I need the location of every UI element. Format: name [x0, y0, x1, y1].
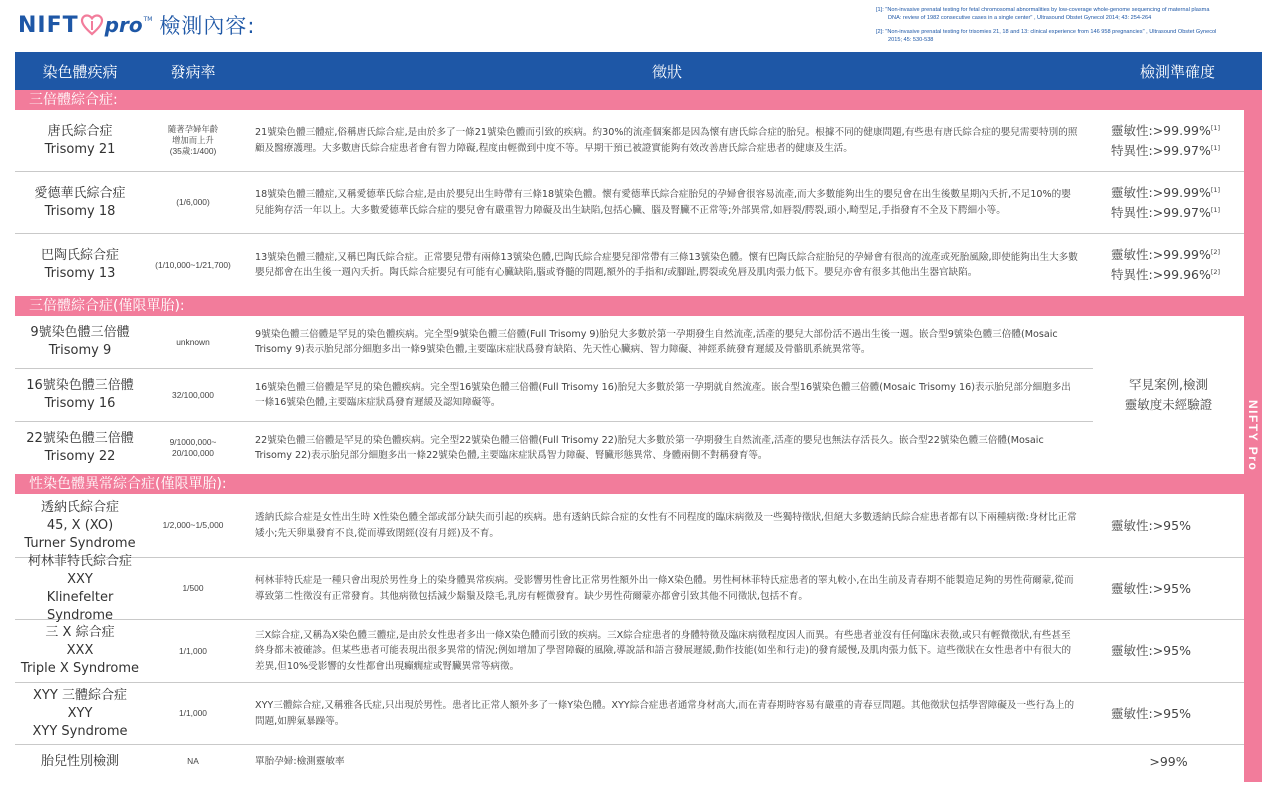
incidence-line: 32/100,000 — [172, 389, 214, 400]
incidence-line: (35歲:1/400) — [169, 146, 217, 156]
logo-trademark: TM — [143, 16, 153, 23]
incidence-line: unknown — [176, 336, 210, 347]
disease-name-zh: 16號染色體三倍體 — [26, 378, 134, 393]
test-content-table — [15, 52, 1262, 778]
section-title: 性染色體異常綜合症(僅限單胎): — [15, 474, 1244, 494]
incidence-line: (1/6,000) — [176, 197, 210, 207]
disease-karyotype: 45, X (XO) — [46, 517, 114, 533]
incidence-line: (1/10,000~1/21,700) — [155, 259, 231, 270]
column-header-incidence: 發病率 — [170, 62, 216, 81]
symptom-description: 22號染色體三倍體是罕見的染色體疾病。完全型22號染色體三倍體(Full Trisomy 22)胎兒大多數於第一孕期發生自然流產,活產的嬰兒也無法存活長久。嵌合型22號染色體三倍體(Mosaic Trisomy 22)表示胎兒部分細胞多出一條22號染色體,主要臨床症狀爲智力障礙、腎臟形態異常、身體兩側不對稱發育等。 — [255, 434, 1044, 461]
incidence-rate — [145, 124, 241, 157]
symptom-description: 9號染色體三倍體是罕見的染色體疾病。完全型9號染色體三倍體(Full Trisomy 9)胎兒大多數於第一孕期發生自然流產,活產的嬰兒大部份活不過出生後一週。嵌合型9號染色體三倍體(Mosaic Trisomy 9)表示胎兒部分細胞多出一條9號染色體,主要臨床症狀爲發育缺陷、先天性心臟病、智力障礙、神經系統發育遲緩及骨骼肌系統異常等。 — [255, 328, 1058, 355]
sensitivity-value: 靈敏性:>99.99%[1] — [1111, 122, 1221, 138]
accuracy-values — [1093, 704, 1191, 724]
incidence-line: 20/100,000 — [172, 448, 214, 458]
specificity-value: 特異性:>99.97%[1] — [1111, 142, 1221, 158]
nifty-pro-side-bar — [1244, 90, 1262, 782]
disease-name-en: Trisomy 16 — [44, 396, 116, 411]
reference-2 — [876, 28, 1264, 44]
table-row — [15, 369, 1093, 422]
accuracy-values — [1093, 245, 1220, 285]
incidence-rate — [145, 337, 241, 348]
disease-karyotype: XXX — [66, 643, 94, 658]
disease-name-zh: XYY 三體綜合症 — [33, 687, 127, 703]
incidence-rate — [145, 437, 241, 459]
table-row — [15, 745, 1244, 778]
disease-name — [15, 123, 145, 159]
reference-1 — [876, 6, 1264, 22]
incidence-rate — [145, 260, 241, 271]
rare-trisomy-rows — [15, 316, 1093, 474]
references — [876, 6, 1264, 50]
incidence-rate — [145, 520, 241, 531]
reference-source: 2015; 45: 530-538 — [888, 37, 934, 43]
table-row — [15, 553, 1244, 623]
incidence-line: 1/500 — [182, 583, 204, 593]
disease-karyotype: XYY — [67, 705, 93, 721]
disease-name-zh: 9號染色體三倍體 — [30, 325, 130, 340]
reference-text: [2]: "Non-invasive prenatal testing for trisomies 21, 18 and 13: clinical experience from 146 958 pregnancies" , Ultrasound Obstet Gynecol — [876, 29, 1217, 35]
accuracy-values — [1093, 121, 1220, 161]
disease-name-zh: 透納氏綜合症 — [40, 499, 119, 515]
accuracy-note-line: 罕見案例,檢測 — [1129, 377, 1208, 392]
logo-nift-text: NIFT — [18, 12, 79, 38]
symptom-description: 單胎孕婦:檢測靈敏率 — [255, 755, 345, 767]
symptom-description: 透納氏綜合症是女性出生時 X性染色體全部或部分缺失而引起的疾病。患有透納氏綜合症的女性有不同程度的臨床病徵及一些獨特徵狀,但絕大多數透納氏綜合症患者都有以下兩種病徵:身材比正常矮小;先天卵巢發育不良,從而導致閉經(沒有月經)及不育。 — [255, 512, 1077, 539]
disease-name-en: Trisomy 13 — [44, 266, 116, 281]
accuracy-values — [1093, 516, 1191, 536]
table-row — [15, 172, 1244, 234]
table-row — [15, 110, 1244, 172]
sensitivity-value: 靈敏性:>95% — [1111, 643, 1191, 658]
disease-karyotype: XXY — [67, 571, 93, 587]
disease-name — [15, 324, 145, 360]
accuracy-values — [1093, 579, 1191, 599]
disease-name — [15, 753, 145, 771]
incidence-rate — [145, 708, 241, 719]
specificity-value: 特異性:>99.96%[2] — [1111, 267, 1221, 282]
disease-name-en: Triple X Syndrome — [20, 661, 140, 676]
incidence-rate — [145, 197, 241, 208]
symptom-description: XYY三體綜合症,又稱雅各氏症,只出現於男性。患者比正常人額外多了一條Y染色體。XYY綜合症患者通常身材高大,而在青春期時容易有嚴重的青春豆問題。其他徵狀包括學習障礙及一些行為上的問題,如脾氣暴躁等。 — [255, 700, 1075, 727]
sensitivity-value: 靈敏性:>95% — [1111, 580, 1191, 596]
incidence-line: 1/1,000 — [179, 645, 207, 656]
nifty-pro-logo — [18, 8, 255, 42]
symptom-description: 18號染色體三體症,又稱愛德華氏綜合症,是由於嬰兒出生時帶有三條18號染色體。懷有愛德華氏綜合症胎兒的孕婦會很容易流產,而大多數能夠出生的嬰兒會在出生後數星期內夭折,不足10%的嬰兒能夠存活一年以上。大多數愛德華氏綜合症的嬰兒會有嚴重智力障礙及出生缺陷,包括心臟、腦及腎臟不正常等;外部異常,如唇裂/腭裂,頭小,畸型足,手指發育不全及下腭細小等。 — [255, 189, 1071, 216]
disease-name-en: XYY Syndrome — [32, 723, 128, 739]
table-row — [15, 620, 1244, 683]
incidence-rate — [145, 390, 241, 401]
disease-name — [15, 185, 145, 221]
disease-name — [15, 377, 145, 413]
disease-name-zh: 22號染色體三倍體 — [26, 431, 134, 446]
table-row — [15, 494, 1244, 558]
disease-name — [15, 430, 145, 466]
accuracy-values — [1093, 641, 1191, 661]
column-header-accuracy: 檢測準確度 — [1139, 62, 1215, 81]
disease-name-en: Klinefelter Syndrome — [46, 589, 114, 623]
disease-name-zh: 愛德華氏綜合症 — [34, 185, 126, 201]
side-bar-label: NIFTY Pro — [1246, 400, 1260, 472]
disease-name-zh: 唐氏綜合症 — [47, 123, 113, 139]
symptom-description: 13號染色體三體症,又稱巴陶氏綜合症。正常嬰兒帶有兩條13號染色體,巴陶氏綜合症嬰兒卻常帶有三條13號染色體。懷有巴陶氏綜合症胎兒的孕婦會有很高的流產或死胎風險,即使能夠出生大多數嬰兒都會在出生後一週內夭折。陶氏綜合症嬰兒有可能有心臟缺陷,腦或脊髓的問題,額外的手指和/或腳趾,腭裂或免唇及肌肉張力低下。嬰兒亦會有很多其他出生器官缺陷。 — [255, 251, 1078, 278]
disease-name — [15, 687, 145, 741]
disease-name — [15, 499, 145, 553]
incidence-line: NA — [187, 756, 199, 766]
incidence-line: 1/2,000~1/5,000 — [162, 520, 224, 530]
disease-name-en: Trisomy 18 — [44, 203, 116, 219]
heart-logo-icon — [80, 13, 104, 37]
sensitivity-value: 靈敏性:>99.99%[1] — [1111, 184, 1221, 200]
shared-accuracy-note — [1093, 316, 1244, 474]
incidence-line: 9/1000,000~ — [169, 437, 217, 447]
symptom-description: 16號染色體三倍體是罕見的染色體疾病。完全型16號染色體三倍體(Full Trisomy 16)胎兒大多數於第一孕期就自然流產。嵌合型16號染色體三倍體(Mosaic Trisomy 16)表示胎兒部分細胞多出一條16號染色體,主要臨床症狀爲發育遲緩及認知障礙等。 — [255, 381, 1071, 408]
disease-name — [15, 624, 145, 678]
table-header — [15, 52, 1262, 90]
section-title: 三倍體綜合症(僅限單胎): — [15, 296, 1244, 316]
incidence-rate — [145, 756, 241, 767]
sensitivity-value: 靈敏性:>95% — [1111, 705, 1191, 721]
column-header-disease: 染色體疾病 — [42, 62, 118, 81]
column-header-symptoms: 徵狀 — [651, 62, 682, 81]
symptom-description: 21號染色體三體症,俗稱唐氏綜合症,是由於多了一條21號染色體而引致的疾病。約30%的流產個案都是因為懷有唐氏綜合症的胎兒。根據不同的健康問題,有些患有唐氏綜合症的嬰兒需要特別的照顧及醫療護理。大多數唐氏綜合症患者會有智力障礙,程度由輕微到中度不等。早期干預已被證實能夠有效改善唐氏綜合症患者的健康及生活。 — [255, 127, 1078, 154]
reference-source: DNA: review of 1982 consecutive cases in a single center" , Ultrasound Obstet Gynecol 2014; 43: 254-264 — [888, 15, 1152, 21]
incidence-rate — [145, 646, 241, 657]
page-title: 檢測內容: — [159, 14, 256, 38]
sensitivity-value: 靈敏性:>95% — [1111, 517, 1191, 533]
disease-name-en: Turner Syndrome — [24, 535, 136, 551]
incidence-line: 隨著孕婦年齡 — [167, 124, 219, 134]
disease-name — [15, 553, 145, 625]
section-title: 三倍體綜合症: — [15, 90, 1244, 110]
disease-name — [15, 247, 145, 283]
disease-name-zh: 柯林菲特氏綜合症 — [27, 553, 132, 569]
disease-name-zh: 胎兒性別檢測 — [40, 753, 119, 769]
logo-pro-text: pro — [104, 13, 143, 37]
symptom-description: 三X綜合症,又稱為X染色體三體症,是由於女性患者多出一條X染色體而引致的疾病。三X綜合症患者的身體特徵及臨床病徵程度因人而異。有些患者並沒有任何臨床表徵,或只有輕微徵狀,有些甚至終身都未被確診。但某些患者可能表現出很多異常的情況;例如增加了學習障礙的風險,導說話和語言發展遲緩,動作技能(如坐和行走)的發育緩慢,及肌肉張力低下。這些徵狀在女性患者中有很大的差異,但10%受影響的女性都會出現癲癇症或腎臟異常等病徵。 — [255, 629, 1072, 672]
disease-name-zh: 三 X 綜合症 — [45, 625, 115, 640]
accuracy-note-line: 靈敏度未經驗證 — [1124, 397, 1213, 412]
incidence-line: 增加而上升 — [172, 135, 214, 145]
sensitivity-value: >99% — [1149, 753, 1188, 769]
incidence-line: 1/1,000 — [179, 708, 207, 718]
disease-name-en: Trisomy 9 — [48, 343, 112, 358]
symptom-description: 柯林菲特氏症是一種只會出現於男性身上的染身體異常疾病。受影響男性會比正常男性額外出一條X染色體。男性柯林菲特氏症患者的睪丸較小,在出生前及青春期不能製造足夠的男性荷爾蒙,從而導致第二性徵沒有正常發育。其他病徵包括減少鬍鬚及陰毛,乳房有輕微發育。缺少男性荷爾蒙亦都會引致其他不同徵狀,包括不育。 — [255, 575, 1074, 602]
disease-name-zh: 巴陶氏綜合症 — [40, 248, 119, 263]
rare-trisomy-group — [15, 316, 1244, 474]
disease-name-en: Trisomy 21 — [44, 141, 116, 157]
incidence-rate — [145, 583, 241, 594]
disease-name-en: Trisomy 22 — [44, 449, 116, 464]
reference-text: [1]: "Non-invasive prenatal testing for fetal chromosomal abnormalities by low-coverage whole-genome sequencing of maternal plasma — [876, 7, 1210, 13]
sensitivity-value: 靈敏性:>99.99%[2] — [1111, 247, 1221, 262]
specificity-value: 特異性:>99.97%[1] — [1111, 204, 1221, 220]
accuracy-values — [1093, 183, 1220, 223]
table-row — [15, 683, 1244, 745]
table-row — [15, 422, 1093, 474]
accuracy-values — [1093, 752, 1244, 772]
table-row — [15, 316, 1093, 369]
table-row — [15, 234, 1244, 296]
